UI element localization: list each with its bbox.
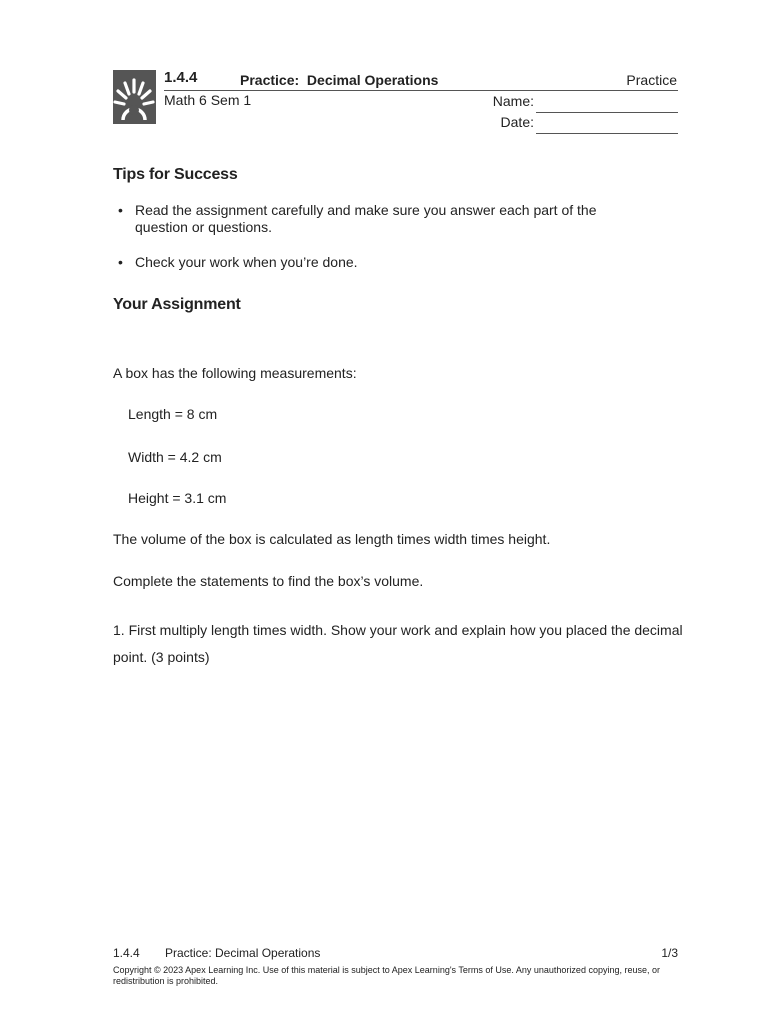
header-divider: [164, 90, 678, 91]
footer-lesson-number: 1.4.4: [113, 946, 140, 960]
lesson-number: 1.4.4: [164, 69, 198, 86]
measurement-length: Length = 8 cm: [128, 406, 218, 422]
lesson-title: Practice: Decimal Operations: [240, 72, 439, 88]
tip-item: [118, 202, 638, 236]
footer-lesson-title: Practice: Decimal Operations: [165, 946, 321, 960]
bullet-dot-icon: •: [118, 202, 123, 218]
tip-text: Check your work when you’re done.: [135, 254, 358, 270]
course-name: Math 6 Sem 1: [164, 92, 252, 108]
date-field[interactable]: [536, 133, 678, 134]
tip-item: [118, 254, 638, 271]
date-label: Date:: [500, 114, 534, 130]
name-field[interactable]: [536, 112, 678, 113]
activity-type: Practice: [626, 72, 677, 88]
measurement-height: Height = 3.1 cm: [128, 490, 227, 506]
instruction-text: Complete the statements to find the box’s volume.: [113, 573, 424, 589]
volume-note: The volume of the box is calculated as length times width times height.: [113, 531, 551, 547]
measurement-width: Width = 4.2 cm: [128, 449, 222, 465]
name-label: Name:: [492, 93, 534, 109]
tip-text: Read the assignment carefully and make sure you answer each part of the question or questions.: [135, 202, 597, 235]
question-1: 1. First multiply length times width. Show your work and explain how you placed the decimal point. (3 points): [113, 622, 683, 665]
assignment-heading: Your Assignment: [113, 296, 241, 313]
page-number: 1/3: [661, 946, 678, 960]
tips-heading: Tips for Success: [113, 166, 238, 183]
apex-logo-icon: [113, 70, 156, 124]
bullet-dot-icon: •: [118, 254, 123, 270]
assignment-intro: A box has the following measurements:: [113, 365, 357, 381]
copyright-notice: Copyright © 2023 Apex Learning Inc. Use of this material is subject to Apex Learning's Terms of Use. Any unauthorized copying, reuse, or redistribution is prohibited.: [113, 965, 660, 986]
